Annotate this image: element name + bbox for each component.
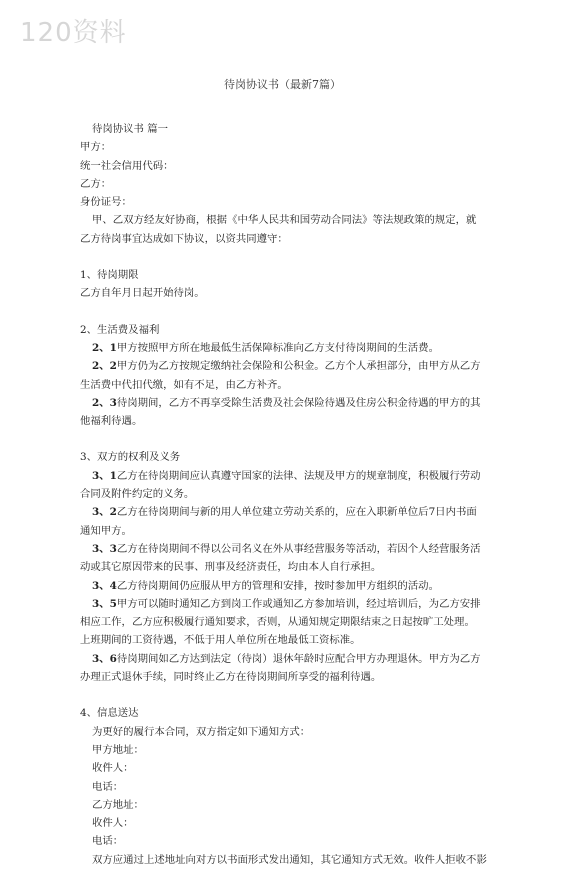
id-number-label: 身份证号：	[80, 196, 132, 209]
clause-3-1: 3、1乙方在待岗期间应认真遵守国家的法律、法规及甲方的规章制度，积极履行劳动合同及附件约定的义务。	[80, 469, 481, 501]
clause-3-4: 3、4乙方待岗期间仍应服从甲方的管理和安排，按时参加甲方组织的活动。	[92, 579, 439, 592]
intro-paragraph: 甲、乙双方经友好协商，根据《中华人民共和国劳动合同法》等法规政策的规定，就乙方待岗事宜达成如下协议，以资共同遵守：	[80, 214, 477, 245]
party-a-recipient-label: 收件人：	[92, 762, 134, 775]
clause-3-3: 3、3乙方在待岗期间不得以公司名义在外从事经营服务等活动，若因个人经营服务活动或其它原因带来的民事、刑事及经济责任，均由本人自行承担。	[80, 542, 481, 574]
section-4-heading: 4、信息送达	[80, 707, 139, 720]
party-a-label: 甲方：	[80, 141, 112, 154]
party-a-phone-label: 电话：	[92, 780, 124, 793]
party-b-phone-label: 电话：	[92, 835, 124, 848]
party-b-address-label: 乙方地址：	[92, 798, 144, 811]
section-subtitle: 待岗协议书 篇一	[92, 123, 169, 135]
section-2-heading: 2、生活费及福利	[80, 323, 160, 336]
section-4-closing: 双方应通过上述地址向对方以书面形式发出通知，其它通知方式无效。收件人拒收不影	[92, 853, 487, 866]
document-body	[80, 120, 487, 869]
clause-3-6: 3、6待岗期间如乙方达到法定（待岗）退休年龄时应配合甲方办理退休。甲方为乙方办理正式退休手续，同时终止乙方在待岗期间所享受的福利待遇。	[80, 652, 481, 684]
section-1-heading: 1、待岗期限	[80, 269, 139, 282]
clause-3-5: 3、5甲方可以随时通知乙方到岗工作或通知乙方参加培训，经过培训后，为乙方安排相应工作，乙方应积极履行通知要求，否则，从通知规定期限结束之日起按旷工处理。上班期间的工资待遇，不低于用人单位所在地最低工资标准。	[80, 597, 481, 647]
party-a-address-label: 甲方地址：	[92, 743, 144, 756]
watermark-logo: 120资料	[20, 18, 127, 48]
clause-2-1: 2、1甲方按照甲方所在地最低生活保障标准向乙方支付待岗期间的生活费。	[92, 341, 439, 354]
document-title: 待岗协议书（最新7篇）	[224, 78, 341, 91]
credit-code-label: 统一社会信用代码：	[80, 159, 174, 172]
section-1-body: 乙方自年月日起开始待岗。	[80, 287, 205, 300]
clause-2-2: 2、2甲方仍为乙方按规定缴纳社会保险和公积金。乙方个人承担部分，由甲方从乙方生活费中代扣代缴，如有不足，由乙方补齐。	[80, 360, 481, 391]
clause-2-3: 2、3待岗期间，乙方不再享受除生活费及社会保险待遇及住房公积金待遇的甲方的其他福利待遇。	[80, 396, 481, 428]
party-b-recipient-label: 收件人：	[92, 817, 134, 830]
party-b-label: 乙方：	[80, 177, 112, 190]
section-3-heading: 3、双方的权利及义务	[80, 451, 181, 464]
section-4-intro: 为更好的履行本合同，双方指定如下通知方式：	[92, 725, 311, 738]
clause-3-2: 3、2乙方在待岗期间与新的用人单位建立劳动关系的，应在入职新单位后7日内书面通知甲方。	[80, 506, 477, 537]
